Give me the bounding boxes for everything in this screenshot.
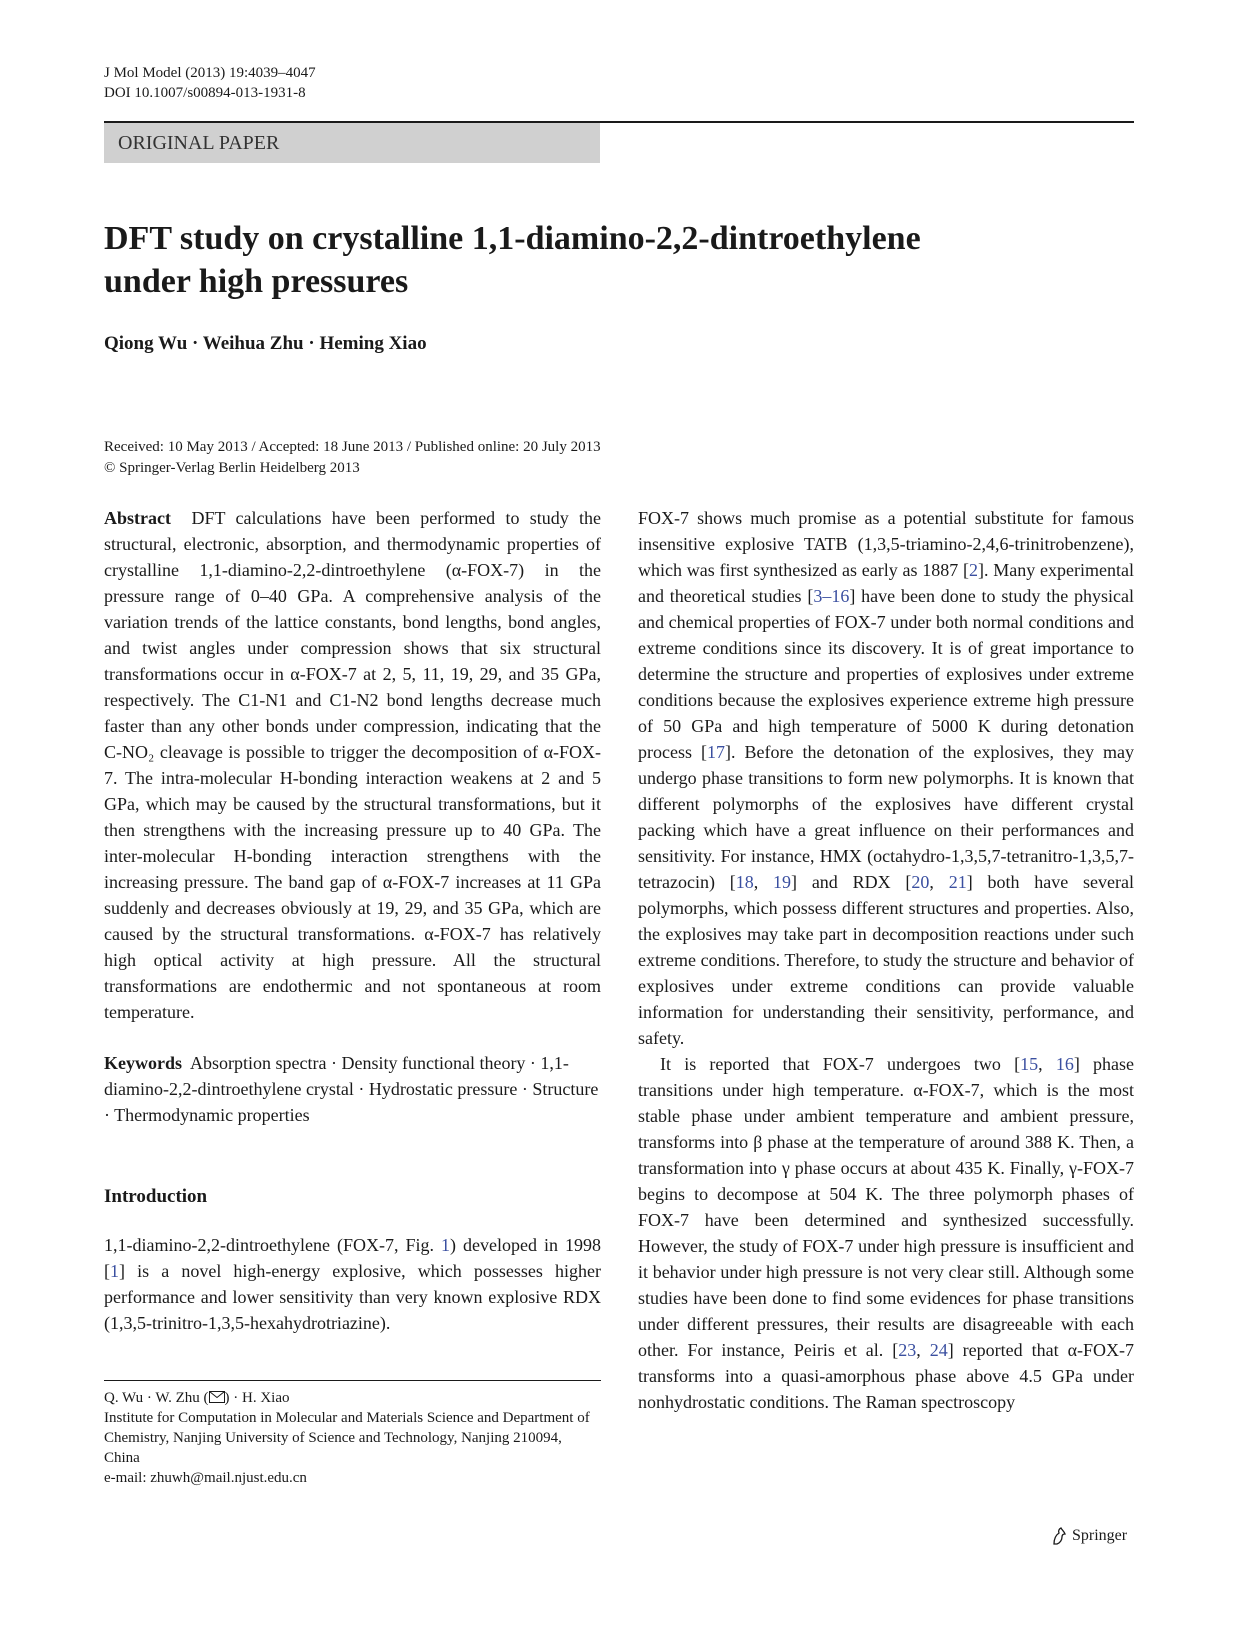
footnote-email[interactable]: e-mail: zhuwh@mail.njust.edu.cn xyxy=(104,1470,307,1486)
text-run: Q. Wu · W. Zhu ( xyxy=(104,1390,209,1406)
citation-link[interactable]: 21 xyxy=(948,872,967,892)
keywords-label: Keywords xyxy=(104,1053,182,1073)
history-dates: Received: 10 May 2013 / Accepted: 18 June 2013 / Published online: 20 July 2013 xyxy=(104,439,601,455)
paper-title xyxy=(104,217,1004,303)
publisher-name: Springer xyxy=(1072,1527,1128,1544)
citation-link[interactable]: 20 xyxy=(911,872,930,892)
title-line-1: DFT study on crystalline 1,1-diamino-2,2-dintroethylene xyxy=(104,220,921,257)
citation-link[interactable]: 19 xyxy=(773,872,792,892)
right-column xyxy=(638,505,1134,1415)
text-run: FOX-7 shows much promise as a potential substitute for famous insensitive explosive TATB (1,3,5-triamino-2,4,6-trinitrobenzene), which was first synthesized as early as 1887 [ xyxy=(638,508,1134,580)
text-run: , xyxy=(1038,1054,1056,1074)
citation-link[interactable]: 1 xyxy=(110,1261,119,1281)
citation-link[interactable]: 2 xyxy=(969,560,979,580)
citation-link[interactable]: 17 xyxy=(707,742,725,762)
citation-link[interactable]: 3–16 xyxy=(813,586,850,606)
keywords xyxy=(104,1050,601,1128)
text-run: 1,1-diamino-2,2-dintroethylene (FOX-7, Fig. xyxy=(104,1235,441,1255)
text-run: ] have been done to study the physical and chemical properties of FOX-7 under both normal conditions and extreme conditions since its discovery. It is of great importance to determine the structure and properties of explosives under extreme conditions because the explosives experience extreme high pressure of 50 GPa and high temperature of 5000 K during detonation process [ xyxy=(638,586,1134,762)
citation-link[interactable]: 23 xyxy=(898,1340,917,1360)
abstract xyxy=(104,505,601,1025)
section-label: ORIGINAL PAPER xyxy=(104,123,600,163)
text-run: ) developed in 1998 [ xyxy=(104,1235,602,1281)
intro-paragraph-1 xyxy=(104,1232,601,1336)
footnote-rule xyxy=(104,1380,601,1381)
text-run: ] and RDX [ xyxy=(791,872,912,892)
text-run: ) · H. Xiao xyxy=(224,1390,290,1406)
footnote-affiliation: Institute for Computation in Molecular and Materials Science and Department of Chemistry, Nanjing University of Science and Technology, Nanjing 210094, China xyxy=(104,1410,590,1466)
text-run: ] reported that α-FOX-7 transforms into a quasi-amorphous phase above 4.5 GPa under nonhydrostatic conditions. The Raman spectroscopy xyxy=(638,1340,1134,1412)
text-run: ] phase transitions under high temperature. α-FOX-7, which is the most stable phase under ambient temperature and ambient pressure, transforms into β phase at the temperature of around 388 K. Then, a transformation into γ phase occurs at about 435 K. Finally, γ-FOX-7 begins to decompose at 504 K. The three polymorph phases of FOX-7 have been determined and synthesized successfully. However, the study of FOX-7 under high pressure is insufficient and it behavior under high pressure is not very clear still. Although some studies have been done to find some evidences for phase transitions under different pressures, their results are disagreeable with each other. For instance, Peiris et al. [ xyxy=(638,1054,1135,1360)
keywords-text: Absorption spectra · Density functional theory · 1,1-diamino-2,2-dintroethylene crystal · Hydrostatic pressure · Structure · Thermodynamic properties xyxy=(104,1053,599,1125)
text-run: , xyxy=(753,872,774,892)
introduction-heading: Introduction xyxy=(104,1186,208,1207)
journal-doi: DOI 10.1007/s00894-013-1931-8 xyxy=(104,85,306,101)
envelope-icon xyxy=(209,1391,225,1403)
text-run: , xyxy=(916,1340,930,1360)
citation-link[interactable]: 16 xyxy=(1055,1054,1074,1074)
journal-header xyxy=(104,63,316,103)
abstract-label: Abstract xyxy=(104,508,171,528)
footnote-authors xyxy=(104,1388,601,1408)
citation-link[interactable]: 24 xyxy=(929,1340,948,1360)
figure-ref-link[interactable]: 1 xyxy=(441,1235,450,1255)
text-run: ]. Before the detonation of the explosives, they may undergo phase transitions to form new polymorphs. It is known that different polymorphs of the explosives have different crystal packing which have a great influence on their performances and sensitivity. For instance, HMX (octahydro-1,3,5,7-tetranitro-1,3,5,7-tetrazocin) [ xyxy=(638,742,1134,892)
text-run: ] both have several polymorphs, which possess different structures and properties. Also, the explosives may take part in decomposition reactions under such extreme conditions. Therefore, to study the structure and behavior of explosives under extreme conditions can provide valuable information for understanding their sensitivity, performance, and safety. xyxy=(638,872,1134,1048)
springer-horse-icon xyxy=(1050,1526,1068,1546)
citation-link[interactable]: 18 xyxy=(735,872,754,892)
publication-dates xyxy=(104,437,601,479)
journal-citation: J Mol Model (2013) 19:4039–4047 xyxy=(104,65,316,81)
citation-link[interactable]: 15 xyxy=(1020,1054,1039,1074)
text-run: ] is a novel high-energy explosive, which possesses higher performance and lower sensitivity than very known explosive RDX (1,3,5-trinitro-1,3,5-hexahydrotriazine). xyxy=(104,1261,601,1333)
abstract-text: DFT calculations have been performed to study the structural, electronic, absorption, and thermodynamic properties of crystalline 1,1-diamino-2,2-dintroethylene (α-FOX-7) in the pressure range of 0–40 GPa. A comprehensive analysis of the variation trends of the lattice constants, bond lengths, bond angles, and twist angles under compression shows that six structural transformations occur in α-FOX-7 at 2, 5, 11, 19, 29, and 35 GPa, respectively. The C1-N1 and C1-N2 bond lengths decrease much faster than any other bonds under compression, indicating that the C-NO₂ cleavage is possible to trigger the decomposition of α-FOX-7. The intra-molecular H-bonding interaction weakens at 2 and 5 GPa, which may be caused by the structural transformations, but it then strengthens with the increasing pressure up to 40 GPa. The inter-molecular H-bonding interaction strengthens with the increasing pressure. The band gap of α-FOX-7 increases at 11 GPa suddenly and decreases obviously at 19, 29, and 35 GPa, which are caused by the structural transformations. α-FOX-7 has relatively high optical activity at high pressure. All the structural transformations are endothermic and not spontaneous at room temperature. xyxy=(104,508,602,1022)
text-run: It is reported that FOX-7 undergoes two [ xyxy=(660,1054,1021,1074)
intro-paragraph-3 xyxy=(638,1051,1134,1415)
text-run: , xyxy=(929,872,949,892)
publisher-logo xyxy=(1050,1526,1127,1546)
author-list: Qiong Wu · Weihua Zhu · Heming Xiao xyxy=(104,333,427,354)
intro-paragraph-2 xyxy=(638,505,1134,1051)
text-run: ]. Many experimental and theoretical studies [ xyxy=(638,560,1134,606)
copyright-notice: © Springer-Verlag Berlin Heidelberg 2013 xyxy=(104,460,360,476)
author-footnote xyxy=(104,1388,601,1488)
title-line-2: under high pressures xyxy=(104,263,409,300)
left-column xyxy=(104,505,601,1336)
